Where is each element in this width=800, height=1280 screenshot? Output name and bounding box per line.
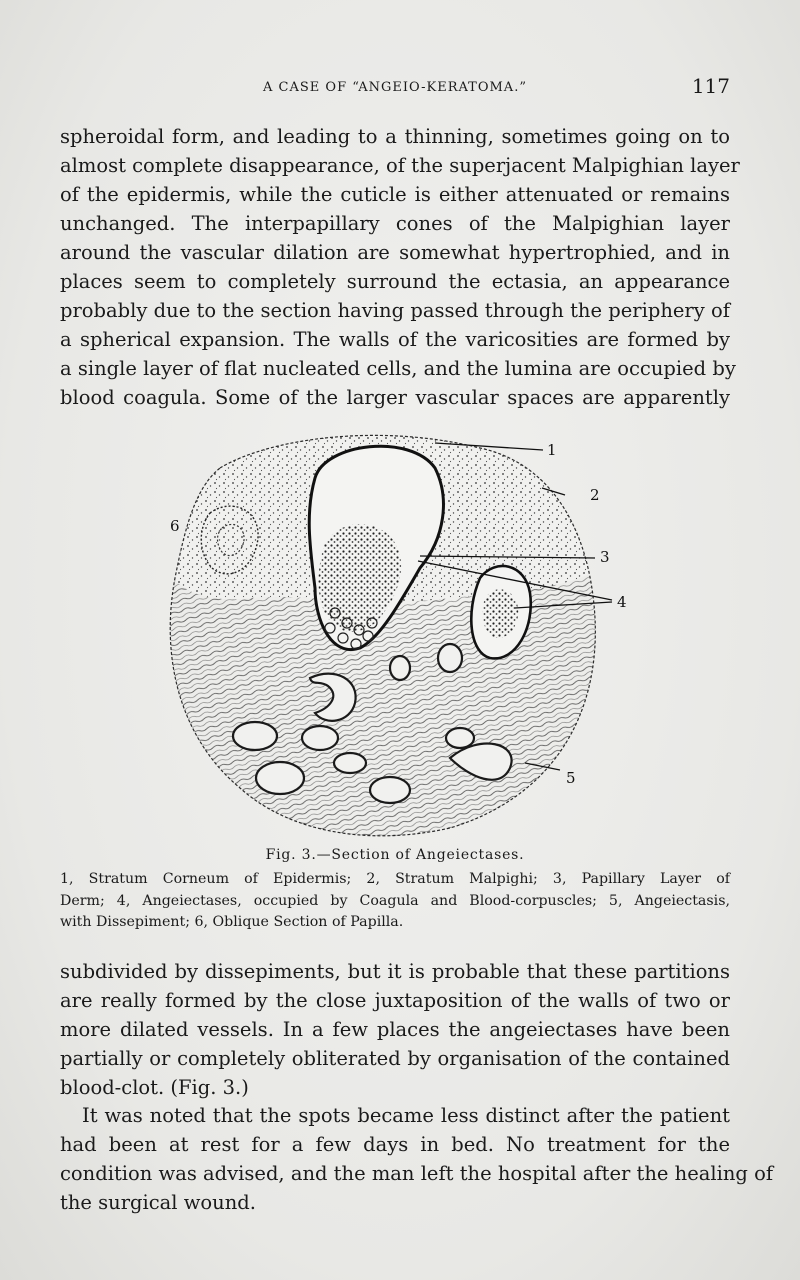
text-line: condition was advised, and the man left the hospital after the healing of xyxy=(60,1162,774,1185)
text-line: almost complete disappearance, of the superjacent Malpighian layer xyxy=(60,154,740,177)
text-line: It was noted that the spots became less distinct after the patient xyxy=(82,1104,730,1127)
paragraph-top xyxy=(60,122,740,412)
histology-section-drawing xyxy=(150,418,640,850)
label-6: 6 xyxy=(170,517,180,535)
paragraph-middle xyxy=(60,957,730,1102)
text-line: partially or completely obliterated by organisation of the contained xyxy=(60,1047,730,1070)
text-line: subdivided by dissepiments, but it is probable that these partitions xyxy=(60,960,730,983)
label-5: 5 xyxy=(566,769,576,787)
label-2: 2 xyxy=(590,486,600,504)
page-number: 117 xyxy=(691,74,730,98)
text-line: more dilated vessels. In a few places the angeiectases have been xyxy=(60,1018,730,1041)
text-line: blood-clot. (Fig. 3.) xyxy=(60,1076,249,1099)
running-title: A CASE OF “ANGEIO-KERATOMA.” xyxy=(263,80,527,95)
text-line: a spherical expansion. The walls of the varicosities are formed by xyxy=(60,328,730,351)
text-line: unchanged. The interpapillary cones of the Malpighian layer xyxy=(60,212,730,235)
text-line: probably due to the section having passed through the periphery of xyxy=(60,299,730,322)
figure-caption-title: Fig. 3.—Section of Angeiectases. xyxy=(265,847,525,863)
paragraph-bottom xyxy=(60,1101,774,1217)
text-line: blood coagula. Some of the larger vascular spaces are apparently xyxy=(60,386,730,409)
text-line: around the vascular dilation are somewhat hypertrophied, and in xyxy=(60,241,730,264)
figure-caption-legend xyxy=(60,869,730,934)
caption-line: 1, Stratum Corneum of Epidermis; 2, Stratum Malpighi; 3, Papillary Layer of xyxy=(60,871,730,887)
label-3: 3 xyxy=(600,548,610,566)
text-line: a single layer of flat nucleated cells, and the lumina are occupied by xyxy=(60,357,736,380)
figure-illustration xyxy=(150,418,640,850)
running-head xyxy=(60,74,730,104)
text-line: spheroidal form, and leading to a thinning, sometimes going on to xyxy=(60,125,730,148)
text-line: of the epidermis, while the cuticle is either attenuated or remains xyxy=(60,183,730,206)
caption-line: Derm; 4, Angeiectases, occupied by Coagula and Blood-corpuscles; 5, Angeiectasis, xyxy=(60,892,730,909)
text-line: places seem to completely surround the ectasia, an appearance xyxy=(60,270,730,293)
label-1: 1 xyxy=(547,441,557,459)
caption-line: with Dissepiment; 6, Oblique Section of Papilla. xyxy=(60,914,404,930)
text-line: are really formed by the close juxtaposition of the walls of two or xyxy=(60,989,730,1012)
text-line: the surgical wound. xyxy=(60,1191,256,1214)
label-4: 4 xyxy=(617,593,627,611)
text-line: had been at rest for a few days in bed. No treatment for the xyxy=(60,1133,730,1156)
